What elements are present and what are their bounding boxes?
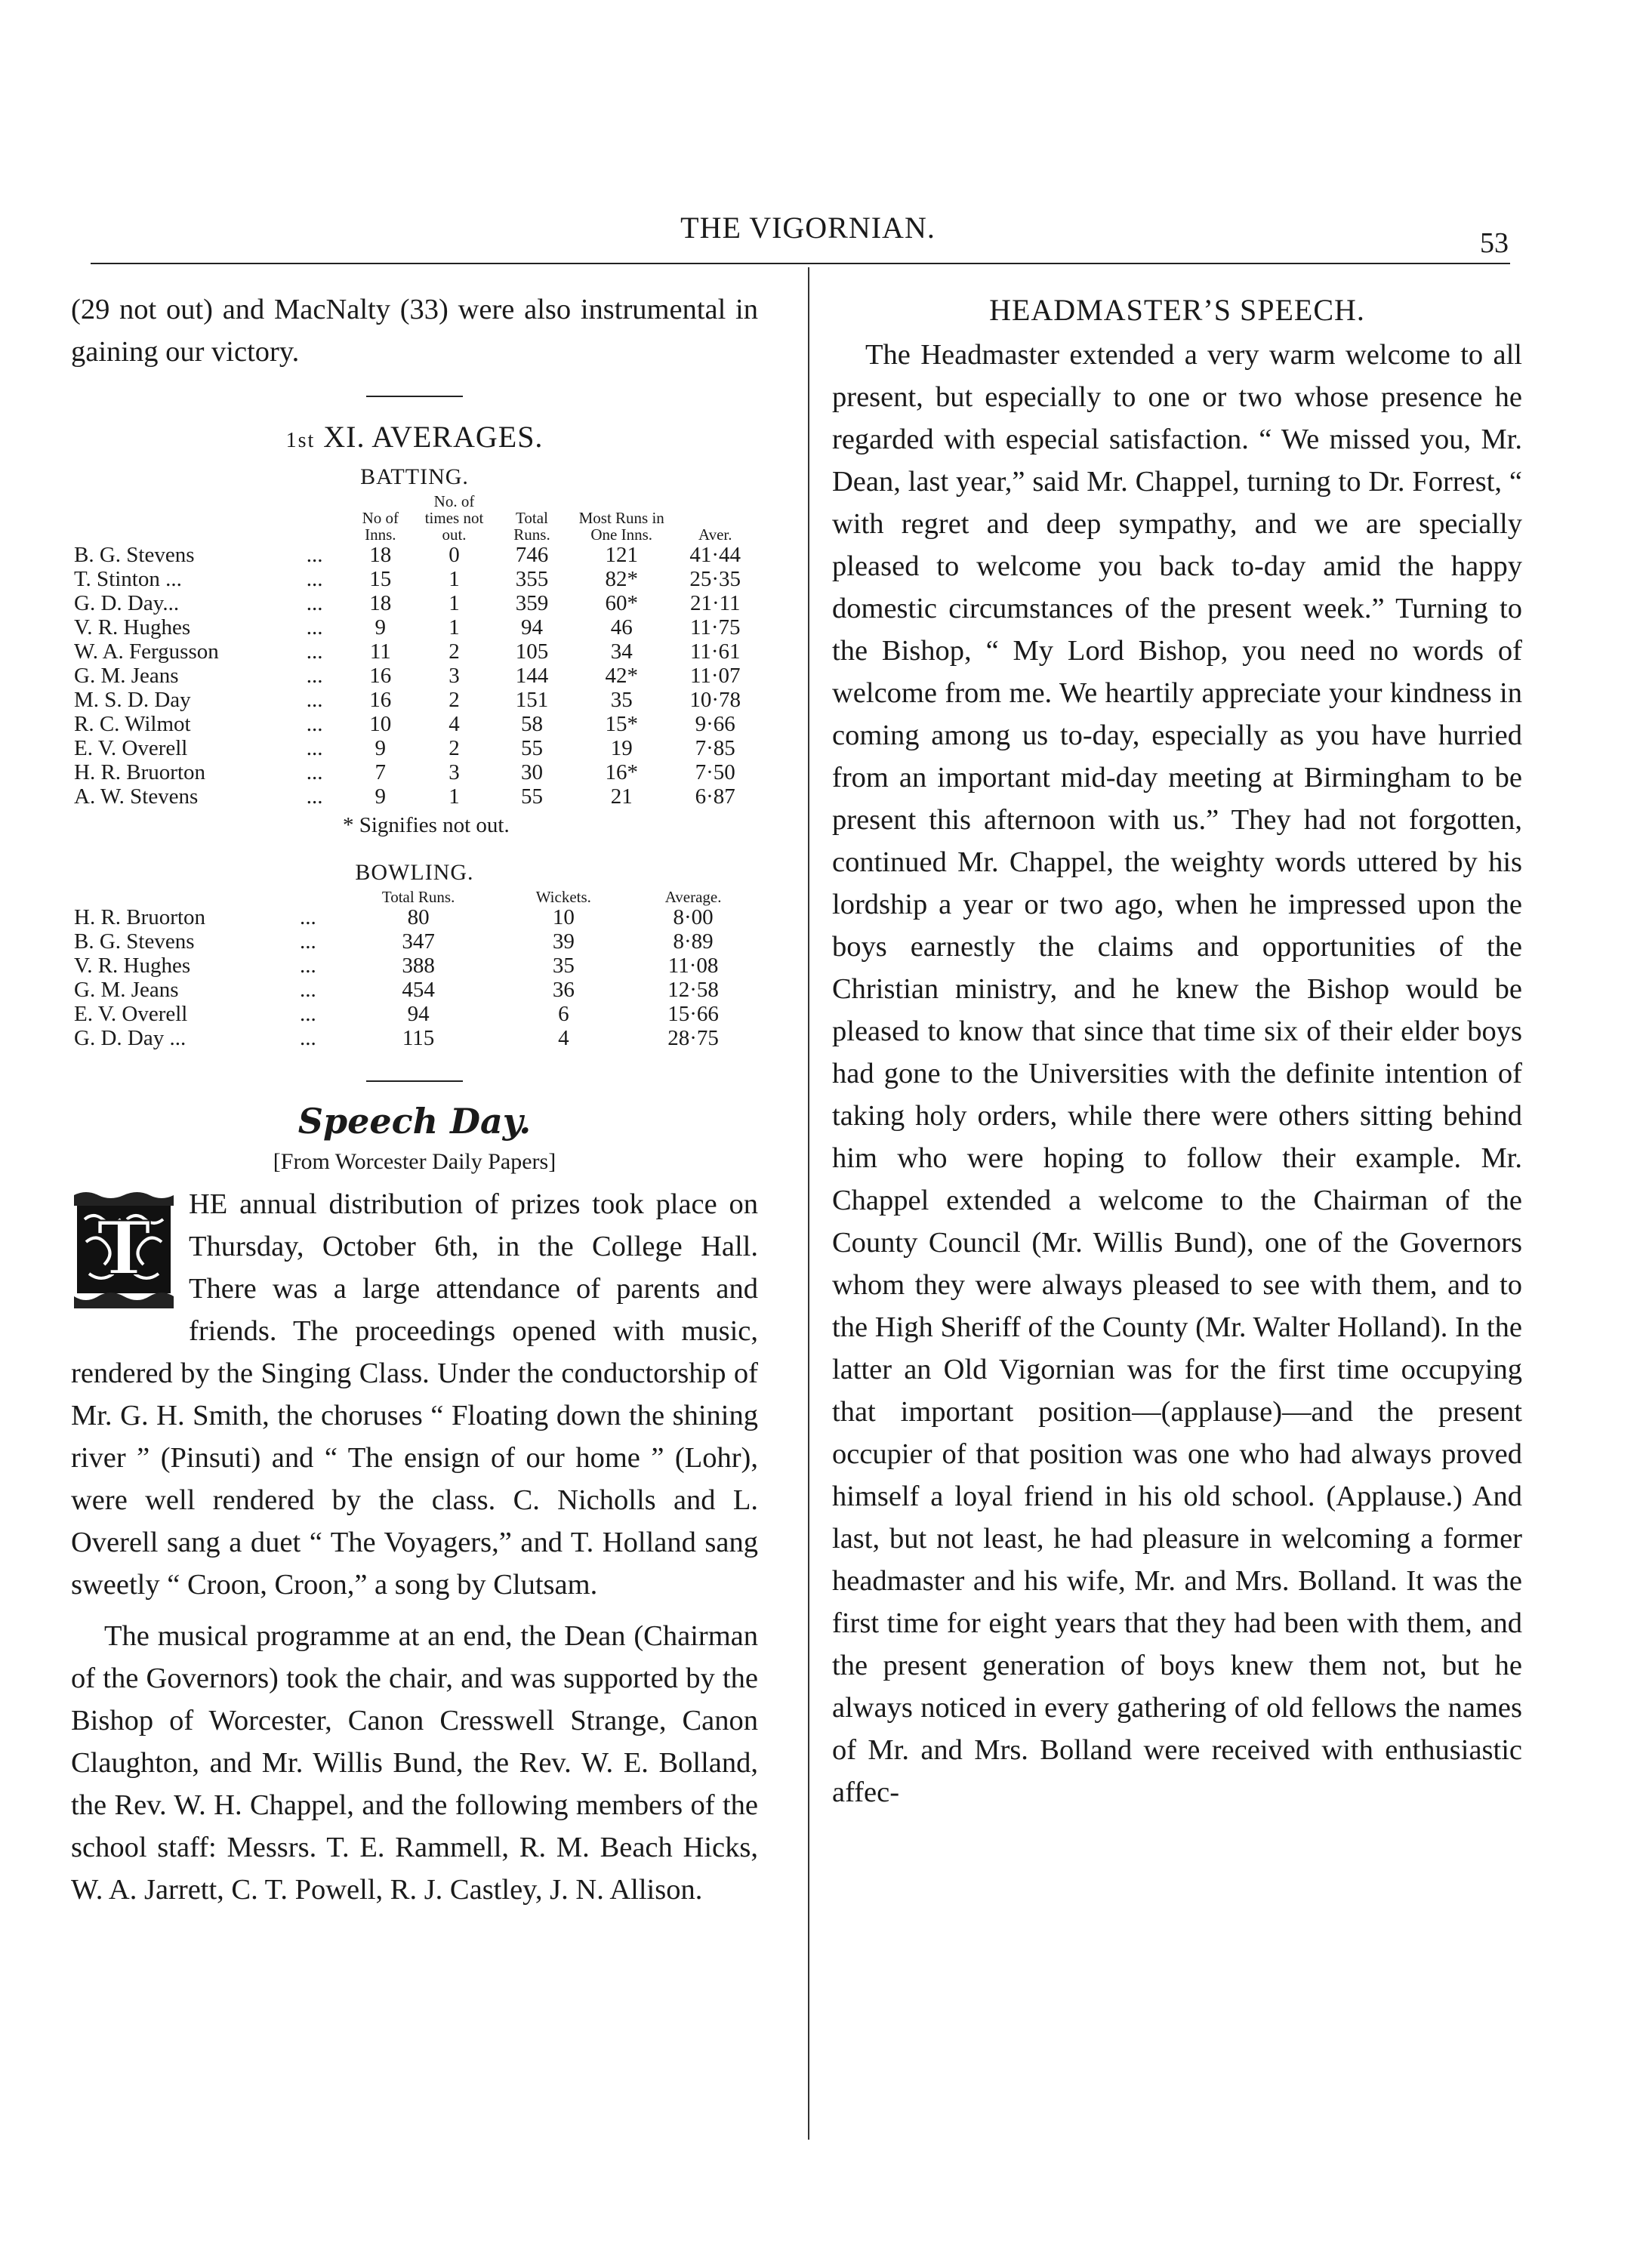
batting-cell: 151 <box>515 688 549 712</box>
batting-cell: 9 <box>375 615 387 639</box>
bowling-cell: 39 <box>552 929 575 954</box>
batting-cell: 0 <box>449 543 460 567</box>
batting-cell: 11·07 <box>689 664 741 688</box>
bowling-cell: ... <box>300 1026 316 1050</box>
batting-cell: 42* <box>605 664 638 688</box>
bowling-header-row <box>71 889 758 905</box>
batting-col-most-runs: Most Runs in One Inns. <box>578 509 664 544</box>
bowling-cell: 36 <box>552 978 575 1002</box>
running-title: THE VIGORNIAN. <box>680 211 936 245</box>
bowling-row <box>71 954 758 978</box>
batting-cell: 25·35 <box>689 567 741 591</box>
batting-cell: 16 <box>369 664 392 688</box>
speech-day-paragraph-1-text: HE annual distribution of prizes took place on Thursday, October 6th, in the College Hall. There was a large attendance of parents and friends. The proceedings opened with music, rendered by the Singing Class. Under the conductorship of Mr. G. H. Smith, the choruses “ Floating down the shining river ” (Pinsuti) and “ The ensign of our home ” (Lohr), were well rendered by the class. C. Nicholls and L. Overell sang a duet “ The Voyagers,” and T. Holland sang sweetly “ Croon, Croon,” a song by Clutsam. <box>71 1188 758 1601</box>
batting-row <box>71 760 758 784</box>
batting-cell: 1 <box>449 591 460 615</box>
batting-cell: ... <box>306 591 323 615</box>
averages-title <box>71 417 758 461</box>
batting-cell: 746 <box>515 543 549 567</box>
batting-cell: 2 <box>449 736 460 760</box>
batting-cell: 10·78 <box>689 688 741 712</box>
batting-row <box>71 736 758 760</box>
bowling-cell: 11·08 <box>667 954 719 978</box>
batting-cell: H. R. Bruorton <box>74 760 205 784</box>
bowling-cell: 454 <box>402 978 435 1002</box>
bowling-cell: E. V. Overell <box>74 1002 188 1026</box>
left-column <box>71 288 758 1911</box>
batting-cell: 4 <box>449 712 460 736</box>
not-out-note: * Signifies not out. <box>343 813 510 837</box>
bowling-col-average: Average. <box>664 888 722 906</box>
batting-cell: 355 <box>515 567 549 591</box>
bowling-row <box>71 905 758 929</box>
batting-cell: V. R. Hughes <box>74 615 191 639</box>
batting-table <box>71 493 758 809</box>
batting-cell: 30 <box>520 760 543 784</box>
bowling-cell: 35 <box>552 954 575 978</box>
bowling-col-total-runs: Total Runs. <box>381 888 455 906</box>
headmaster-speech-title: HEADMASTER’S SPEECH. <box>989 293 1365 327</box>
batting-cell: 9 <box>375 736 387 760</box>
batting-row <box>71 567 758 591</box>
bowling-cell: G. M. Jeans <box>74 978 179 1002</box>
batting-row <box>71 543 758 567</box>
bowling-cell: 12·58 <box>667 978 719 1002</box>
bowling-cell: ... <box>300 929 316 954</box>
batting-cell: 18 <box>369 591 392 615</box>
batting-cell: 3 <box>449 760 460 784</box>
batting-cell: ... <box>306 567 323 591</box>
batting-row <box>71 639 758 664</box>
batting-cell: 11 <box>369 639 391 664</box>
batting-cell: R. C. Wilmot <box>74 712 191 736</box>
batting-cell: G. D. Day... <box>74 591 180 615</box>
batting-cell: ... <box>306 639 323 664</box>
bowling-table <box>71 889 758 1050</box>
batting-cell: 82* <box>605 567 638 591</box>
batting-cell: ... <box>306 688 323 712</box>
bowling-cell: 8·89 <box>673 929 714 954</box>
batting-col-name <box>71 493 284 543</box>
batting-col-not-out: No. of times not out. <box>424 492 484 544</box>
header-rule <box>91 263 1510 264</box>
batting-cell: ... <box>306 664 323 688</box>
batting-cell: M. S. D. Day <box>74 688 191 712</box>
bowling-cell: ... <box>300 905 316 929</box>
bowling-col-dots <box>278 889 338 905</box>
bowling-row <box>71 1026 758 1050</box>
batting-cell: 16 <box>369 688 392 712</box>
batting-cell: 58 <box>520 712 543 736</box>
batting-body <box>71 543 758 809</box>
bowling-cell: 15·66 <box>667 1002 719 1026</box>
batting-cell: 46 <box>610 615 633 639</box>
bowling-cell: 6 <box>558 1002 569 1026</box>
batting-cell: 41·44 <box>689 543 741 567</box>
averages-title-text: XI. AVERAGES. <box>323 420 544 454</box>
bowling-cell: ... <box>300 1002 316 1026</box>
bowling-cell: 388 <box>402 954 435 978</box>
bowling-row <box>71 929 758 954</box>
speech-day-title: Speech Day. <box>297 1101 532 1142</box>
batting-row <box>71 688 758 712</box>
batting-cell: ... <box>306 712 323 736</box>
bowling-cell: ... <box>300 978 316 1002</box>
batting-cell: ... <box>306 736 323 760</box>
batting-row <box>71 784 758 809</box>
bowling-cell: V. R. Hughes <box>74 954 191 978</box>
bowling-cell: 4 <box>558 1026 569 1050</box>
batting-cell: 1 <box>449 615 460 639</box>
batting-cell: T. Stinton ... <box>74 567 182 591</box>
batting-col-average: Aver. <box>698 525 732 544</box>
bowling-col-wickets: Wickets. <box>535 888 591 906</box>
batting-cell: 35 <box>610 688 633 712</box>
averages-title-prefix: 1st <box>285 429 316 452</box>
batting-cell: 1 <box>449 784 460 809</box>
source-line: [From Worcester Daily Papers] <box>273 1149 556 1174</box>
batting-cell: 94 <box>520 615 543 639</box>
batting-cell: 359 <box>515 591 549 615</box>
batting-row <box>71 664 758 688</box>
batting-cell: 9·66 <box>695 712 735 736</box>
bowling-row <box>71 1002 758 1026</box>
column-divider <box>808 267 809 2140</box>
batting-cell: 21 <box>610 784 633 809</box>
batting-cell: B. G. Stevens <box>74 543 195 567</box>
batting-cell: 144 <box>515 664 549 688</box>
ornamental-dropcap-t-icon <box>71 1189 177 1311</box>
bowling-cell: 347 <box>402 929 435 954</box>
batting-cell: 16* <box>605 760 638 784</box>
bowling-cell: G. D. Day ... <box>74 1026 186 1050</box>
batting-header-row <box>71 493 758 543</box>
page-number: 53 <box>1480 227 1509 259</box>
bowling-cell: H. R. Bruorton <box>74 905 205 929</box>
section-rule <box>366 396 463 397</box>
batting-cell: ... <box>306 615 323 639</box>
batting-cell: 7·50 <box>695 760 735 784</box>
batting-cell: 15* <box>605 712 638 736</box>
bowling-cell: B. G. Stevens <box>74 929 195 954</box>
batting-cell: 1 <box>449 567 460 591</box>
bowling-cell: 115 <box>402 1026 435 1050</box>
batting-cell: E. V. Overell <box>74 736 188 760</box>
batting-cell: 34 <box>610 639 633 664</box>
batting-cell: 9 <box>375 784 387 809</box>
bowling-cell: 10 <box>552 905 575 929</box>
batting-col-inns: No of Inns. <box>362 509 399 544</box>
bowling-cell: 8·00 <box>673 905 714 929</box>
right-column <box>832 288 1522 1813</box>
batting-cell: 3 <box>449 664 460 688</box>
batting-cell: 15 <box>369 567 392 591</box>
batting-cell: ... <box>306 760 323 784</box>
batting-row <box>71 712 758 736</box>
bowling-cell: ... <box>300 954 316 978</box>
batting-cell: ... <box>306 543 323 567</box>
batting-cell: 7 <box>375 760 387 784</box>
batting-cell: 55 <box>520 736 543 760</box>
batting-cell: 19 <box>610 736 633 760</box>
batting-col-dots <box>284 493 346 543</box>
batting-cell: 60* <box>605 591 638 615</box>
intro-paragraph: (29 not out) and MacNalty (33) were also instrumental in gaining our victory. <box>71 294 758 368</box>
bowling-cell: 80 <box>407 905 430 929</box>
speech-day-paragraph-2: The musical programme at an end, the Dean (Chairman of the Governors) took the chair, and was supported by the Bishop of Worcester, Canon Cresswell Strange, Canon Claughton, and Mr. Willis Bund, the Rev. W. E. Bolland, the Rev. W. H. Chappel, and the following members of the school staff: Messrs. T. E. Rammell, R. M. Beach Hicks, W. A. Jarrett, C. T. Powell, R. J. Castley, J. N. Allison. <box>71 1620 758 1906</box>
bowling-cell: 94 <box>407 1002 430 1026</box>
section-rule-2 <box>366 1080 463 1082</box>
batting-cell: 11·75 <box>689 615 741 639</box>
batting-cell: 18 <box>369 543 392 567</box>
batting-cell: A. W. Stevens <box>74 784 199 809</box>
batting-cell: 55 <box>520 784 543 809</box>
dropcap-letter: T <box>97 1206 151 1291</box>
bowling-row <box>71 978 758 1002</box>
batting-cell: 121 <box>605 543 638 567</box>
batting-cell: 2 <box>449 639 460 664</box>
batting-cell: 21·11 <box>689 591 741 615</box>
headmaster-speech-paragraph: The Headmaster extended a very warm welcome to all present, but especially to one or two whose presence he regarded with especial satisfaction. “ We missed you, Mr. Dean, last year,” said Mr. Chappel, turning to Dr. Forrest, “ with regret and deep sympathy, and we are specially pleased to welcome you back to-day amid the happy domestic circumstances of the present week.” Turning to the Bishop, “ My Lord Bishop, you need no words of welcome from me. We heartily appreciate your kindness in coming among us to-day, especially as you have hurried from an important mid-day meeting at Birmingham to be present this afternoon with us.” They had not forgotten, continued Mr. Chappel, the weighty words uttered by his lordship a year or two ago, when he impressed upon the boys earnestly the claims and opportunities of the Christian ministry, and he knew the Bishop would be pleased to know that since that time six of their elder boys had gone to the Universities with the definite intention of taking holy orders, while there were others sitting behind him who were hoping to follow their example. Mr. Chappel extended a welcome to the Chairman of the County Council (Mr. Willis Bund), one of the Governors whom they were always pleased to see with them, and to the High Sheriff of the County (Mr. Walter Holland). In the latter an Old Vigornian was for the first time occupying that important position—(applause)—and the present occupier of that position was one who had always proved himself a loyal friend in his old school. (Applause.) And last, but not least, he had pleasure in welcoming a former headmaster and his wife, Mr. and Mrs. Bolland. It was the first time for eight years that they had been with them, and the present generation of boys knew them not, but he always noticed in every gathering of old fellows the names of Mr. and Mrs. Bolland were received with enthusiastic affec- <box>832 339 1522 1808</box>
batting-cell: 7·85 <box>695 736 735 760</box>
bowling-title: BOWLING. <box>355 860 474 885</box>
bowling-body <box>71 905 758 1050</box>
batting-cell: 10 <box>369 712 392 736</box>
batting-title: BATTING. <box>360 464 469 489</box>
batting-cell: 105 <box>515 639 549 664</box>
batting-row <box>71 591 758 615</box>
batting-cell: G. M. Jeans <box>74 664 179 688</box>
batting-cell: 6·87 <box>695 784 735 809</box>
batting-cell: ... <box>306 784 323 809</box>
batting-row <box>71 615 758 639</box>
batting-cell: 11·61 <box>689 639 741 664</box>
speech-day-paragraph-1 <box>71 1183 758 1606</box>
bowling-cell: 28·75 <box>667 1026 719 1050</box>
batting-cell: W. A. Fergusson <box>74 639 219 664</box>
batting-col-total-runs: Total Runs. <box>513 509 550 544</box>
bowling-col-name <box>71 889 278 905</box>
batting-cell: 2 <box>449 688 460 712</box>
